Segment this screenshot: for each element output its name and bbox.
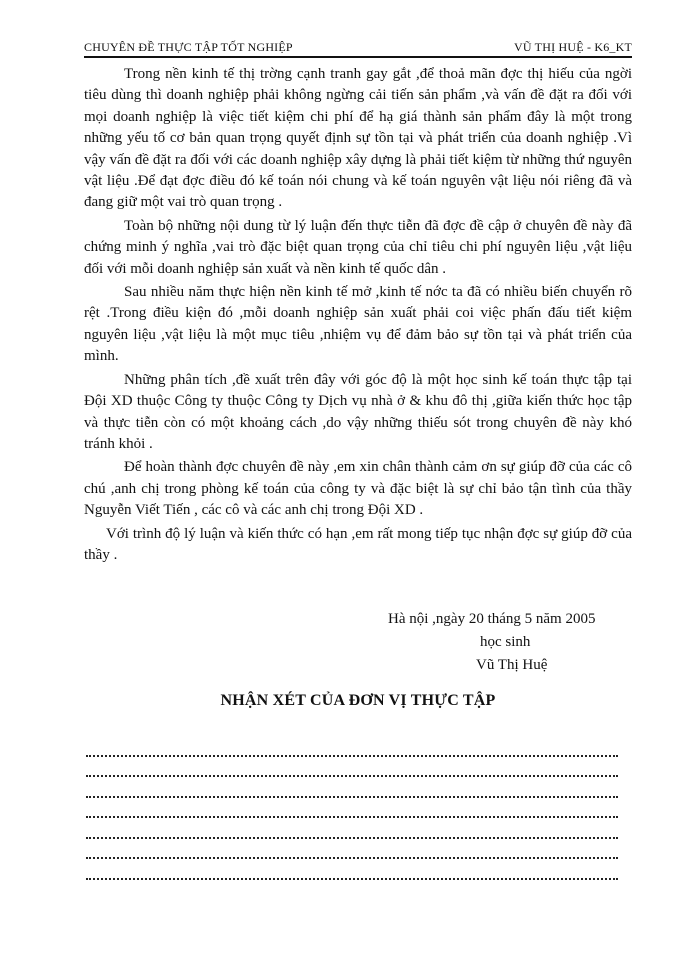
signature-block <box>388 608 628 677</box>
header-author: VŨ THỊ HUỆ - K6_KT <box>513 40 632 54</box>
comment-dotted-line <box>86 818 618 839</box>
comment-dotted-line <box>86 777 618 798</box>
page-header <box>84 40 632 58</box>
section-title: NHẬN XÉT CỦA ĐƠN VỊ THỰC TẬP <box>220 692 496 709</box>
signature-name: Vũ Thị Huệ <box>476 657 548 673</box>
paragraph: Trong nền kinh tế thị trờng cạnh tranh gay gắt ,để thoả mãn đợc thị hiếu của ngời tiêu dùng thì doanh nghiệp phải không ngừng cải tiến sản phẩm ,và vấn đề đặt ra đối với mọi doanh nghiệp là việc tiết kiệm chi phí để hạ giá thành sản phẩm đây là một trong những yếu tố cơ bản quan trọng quyết định sự tồn tại và phát triển của doanh nghiệp .Vì vậy vấn đề đặt ra đối với các doanh nghiệp xây dựng là phải tiết kiệm từ những thứ nguyên vật liệu .Để đạt đợc điều đó kế toán nói chung và kế toán nguyên vật liệu nói riêng đã và đang giữ một vai trò quan trọng . <box>84 66 632 211</box>
body-text <box>84 64 632 568</box>
comment-dotted-line <box>86 798 618 819</box>
paragraph: Với trình độ lý luận và kiến thức có hạn ,em rất mong tiếp tục nhận đợc sự giúp đỡ của thầy . <box>84 525 632 563</box>
paragraph: Những phân tích ,đề xuất trên đây với góc độ là một học sinh kế toán thực tập tại Đội XD thuộc Công ty thuộc Công ty Dịch vụ nhà ở & khu đô thị ,giữa kiến thức học tập và thực tiễn còn có một khoảng cách ,do vậy những thiếu sót trong chuyên đề này khó tránh khỏi . <box>84 371 632 452</box>
header-title: CHUYÊN ĐỀ THỰC TẬP TỐT NGHIỆP <box>84 40 293 54</box>
signature-role: học sinh <box>480 634 531 650</box>
paragraph: Toàn bộ những nội dung từ lý luận đến thực tiễn đã đợc đề cập ở chuyên đề này đã chứng minh ý nghĩa ,vai trò đặc biệt quan trọng của chỉ tiêu chi phí nguyên liệu ,vật liệu đối với mỗi doanh nghiệp sản xuất và nền kinh tế quốc dân . <box>84 217 632 277</box>
comment-dotted-line <box>86 757 618 778</box>
paragraph: Sau nhiều năm thực hiện nền kinh tế mở ,kinh tế nớc ta đã có nhiều biến chuyển rõ rệt .Trong điều kiện đó ,mỗi doanh nghiệp sản xuất phải coi việc phấn đấu tiết kiệm nguyên liệu ,vật liệu là một mục tiêu ,nhiệm vụ để đảm bảo sự tồn tại và phát triển của mình. <box>84 284 632 365</box>
comment-dotted-line <box>86 839 618 860</box>
comment-dotted-line <box>86 859 618 880</box>
signature-place-date: Hà nội ,ngày 20 tháng 5 năm 2005 <box>388 611 596 627</box>
comment-lines <box>86 736 618 880</box>
comment-dotted-line <box>86 736 618 757</box>
paragraph: Để hoàn thành đợc chuyên đề này ,em xin chân thành cảm ơn sự giúp đỡ của các cô chú ,anh chị trong phòng kế toán của công ty và đặc biệt là sự chỉ bảo tận tình của thầy Nguyễn Viết Tiến , các cô và các anh chị trong Đội XD . <box>84 459 632 519</box>
